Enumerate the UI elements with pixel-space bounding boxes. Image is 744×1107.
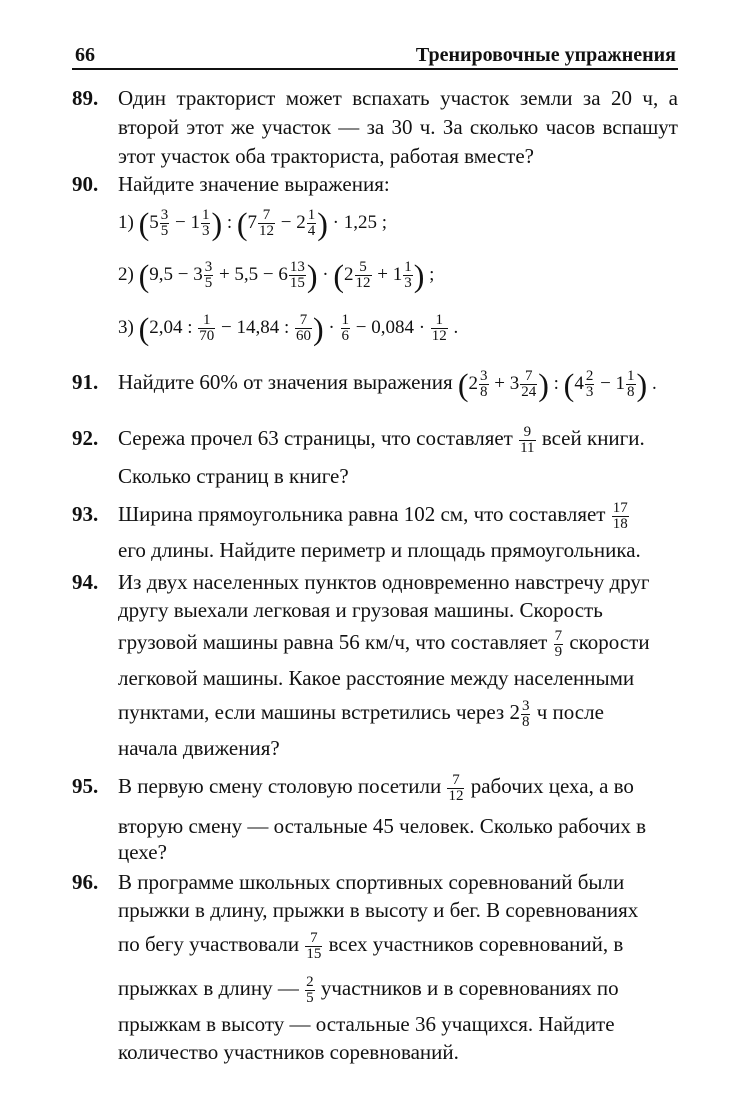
problem-text: Сколько страниц в книге?: [118, 464, 349, 488]
problem-number: 89.: [72, 86, 99, 110]
problem-number: 96.: [72, 870, 99, 894]
problem-text: прыжки в длину, прыжки в высоту и бег. В соревнованиях: [118, 898, 639, 922]
problem-text: количество участников соревнований.: [118, 1040, 459, 1064]
problem-text: Найдите значение выражения:: [118, 172, 390, 196]
expression-2: 2) (9,5 − 3 $\frac{3}{5}$ + 5,5 − 6 $\frac{13}{15}$ ) · (2 $\frac{5}{12}$ + 1 $\frac{1}{3}$ ) ;: [118, 257, 435, 294]
fraction: $\frac{2}{5}$: [306, 973, 314, 1006]
problem-text: начала движения?: [118, 736, 280, 760]
problem-text: всей книги.: [541, 426, 645, 450]
problem-number: 92.: [72, 426, 99, 450]
problem-text: ч после: [536, 700, 604, 724]
problem-text: Сережа прочел 63 страницы, что составляет: [118, 426, 513, 450]
problem-text: Один тракторист может вспахать участок земли за 20 ч, а второй этот же участок — за 30 ч. За сколько часов вспашут этот участок оба тракториста, работая вместе?: [118, 86, 678, 168]
problem-text: В программе школьных спортивных соревнований были: [118, 870, 625, 894]
problem-text: другу выехали легковая и грузовая машины. Скорость: [118, 598, 603, 622]
problem-text: всех участников соревнований, в: [328, 932, 624, 956]
problem-number: 90.: [72, 172, 99, 196]
problem-text: прыжкам в высоту — остальные 36 учащихся. Найдите: [118, 1012, 615, 1036]
problem-91: [72, 368, 678, 404]
problem-96: [72, 868, 678, 1068]
running-title: Тренировочные упражнения: [415, 44, 676, 66]
fraction: $\frac{9}{11}$: [520, 423, 535, 456]
problem-text: участников и в соревнованиях по: [320, 976, 619, 1000]
fraction: $\frac{17}{18}$: [612, 499, 628, 532]
problem-text: Найдите 60% от значения выражения: [118, 370, 453, 394]
problem-text: цехе?: [118, 840, 167, 864]
problem-number: 95.: [72, 774, 99, 798]
page-header: [72, 40, 678, 70]
problem-text: по бегу участвовали: [118, 932, 300, 956]
problem-number: 93.: [72, 502, 99, 526]
expression-1: 1) (5 $\frac{3}{5}$ − 1 $\frac{1}{3}$ ) : (7 $\frac{7}{12}$ − 2 $\frac{1}{4}$ ) · 1,25 ;: [118, 205, 388, 242]
item-label: 3): [118, 317, 134, 338]
problem-93: [72, 500, 678, 564]
problem-text: прыжках в длину —: [118, 976, 299, 1000]
fraction: $\frac{7}{15}$: [306, 929, 322, 962]
page-number: 66: [75, 44, 95, 66]
expression-3: 3) (2,04 : $\frac{1}{70}$ − 14,84 : $\frac{7}{60}$ ) · $\frac{1}{6}$ − 0,084 · $\frac{1}{12}$ .: [118, 310, 459, 347]
problem-text: В первую смену столовую посетили: [118, 774, 442, 798]
problem-text: пунктами, если машины встретились через: [118, 700, 505, 724]
problem-text: скорости: [569, 630, 650, 654]
item-label: 1): [118, 212, 134, 233]
problem-text: грузовой машины равна 56 км/ч, что составляет: [118, 630, 548, 654]
problem-text: легковой машины. Какое расстояние между населенными: [118, 666, 635, 690]
problem-94: [72, 568, 678, 768]
fraction: $\frac{7}{9}$: [554, 627, 563, 660]
problem-text: вторую смену — остальные 45 человек. Сколько рабочих в: [118, 814, 647, 838]
mixed-number: 2 $\frac{3}{8}$: [509, 697, 530, 730]
problem-text: рабочих цеха, а во: [470, 774, 634, 798]
problem-number: 91.: [72, 370, 99, 394]
problem-number: 94.: [72, 570, 99, 594]
fraction: $\frac{7}{12}$: [448, 771, 464, 804]
problem-text: его длины. Найдите периметр и площадь прямоугольника.: [118, 538, 641, 562]
expression: (2 $\frac{3}{8}$ + 3 $\frac{7}{24}$ ) : (4 $\frac{2}{3}$ − 1 $\frac{1}{8}$ ) .: [457, 366, 657, 403]
problem-text: Из двух населенных пунктов одновременно навстречу друг: [118, 570, 650, 594]
problem-95: [72, 772, 678, 866]
problem-90: [72, 170, 678, 360]
problem-text: Ширина прямоугольника равна 102 см, что составляет: [118, 502, 606, 526]
problem-92: [72, 424, 678, 494]
item-label: 2): [118, 264, 134, 285]
